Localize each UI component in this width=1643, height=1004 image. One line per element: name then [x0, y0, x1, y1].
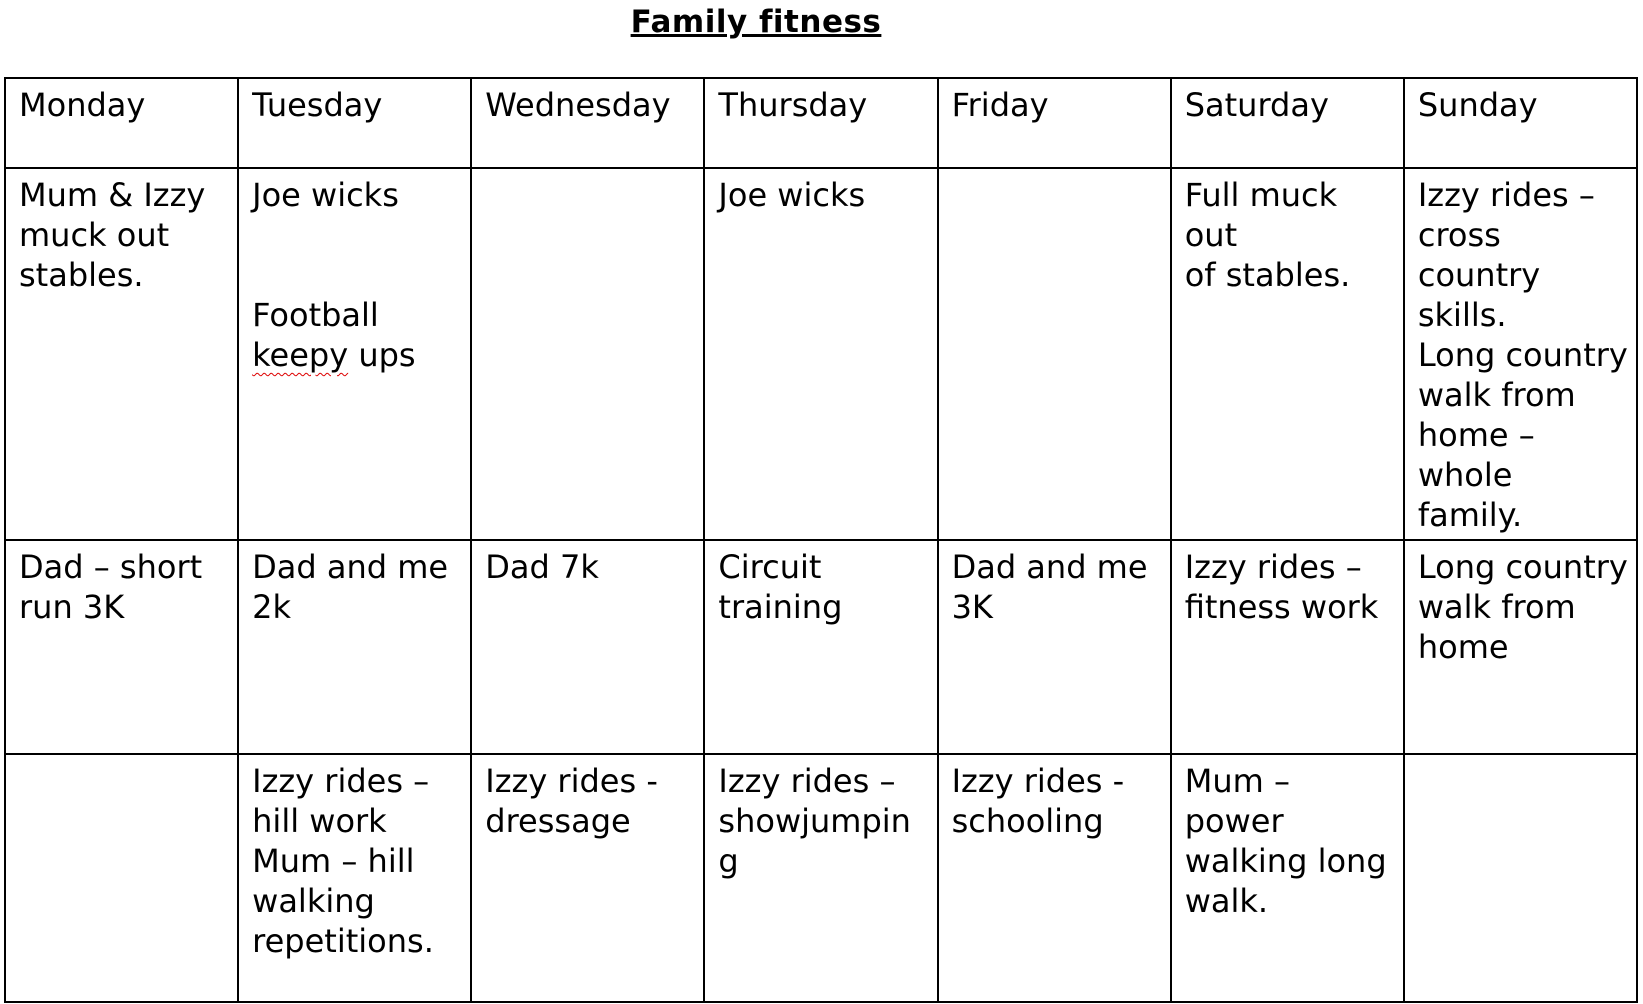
cell-tuesday: Dad and me 2k	[238, 540, 471, 754]
table-row	[5, 168, 1637, 540]
cell-friday: Izzy rides - schooling	[938, 754, 1171, 1002]
cell-tuesday: Izzy rides – hill work Mum – hill walking repetitions.	[238, 754, 471, 1002]
cell-tuesday-line2a: Football	[252, 296, 379, 334]
cell-friday	[938, 168, 1171, 540]
cell-tuesday-line1: Joe wicks	[252, 176, 399, 214]
cell-saturday: Izzy rides – fitness work	[1171, 540, 1404, 754]
page-title: Family fitness	[630, 4, 882, 40]
header-thursday: Thursday	[704, 78, 937, 168]
cell-monday: Dad – short run 3K	[5, 540, 238, 754]
cell-tuesday-line2b-rest: ups	[348, 336, 416, 374]
cell-sunday: Izzy rides – cross country skills. Long country walk from home – whole family.	[1404, 168, 1637, 540]
table-row	[5, 754, 1637, 1002]
header-wednesday: Wednesday	[471, 78, 704, 168]
cell-wednesday: Izzy rides - dressage	[471, 754, 704, 1002]
cell-wednesday	[471, 168, 704, 540]
cell-thursday: Circuit training	[704, 540, 937, 754]
header-saturday: Saturday	[1171, 78, 1404, 168]
cell-saturday: Full muck out of stables.	[1171, 168, 1404, 540]
table-row	[5, 540, 1637, 754]
fitness-schedule-table	[4, 77, 1638, 1003]
header-monday: Monday	[5, 78, 238, 168]
cell-monday	[5, 754, 238, 1002]
table-header-row	[5, 78, 1637, 168]
cell-sunday	[1404, 754, 1637, 1002]
header-friday: Friday	[938, 78, 1171, 168]
cell-wednesday: Dad 7k	[471, 540, 704, 754]
spellcheck-flagged-word: keepy	[252, 336, 349, 374]
cell-thursday: Izzy rides – showjumping	[704, 754, 937, 1002]
cell-tuesday	[238, 168, 471, 540]
header-sunday: Sunday	[1404, 78, 1637, 168]
cell-monday: Mum & Izzy muck out stables.	[5, 168, 238, 540]
cell-thursday: Joe wicks	[704, 168, 937, 540]
header-tuesday: Tuesday	[238, 78, 471, 168]
cell-saturday: Mum – power walking long walk.	[1171, 754, 1404, 1002]
cell-sunday: Long country walk from home	[1404, 540, 1637, 754]
cell-friday: Dad and me 3K	[938, 540, 1171, 754]
